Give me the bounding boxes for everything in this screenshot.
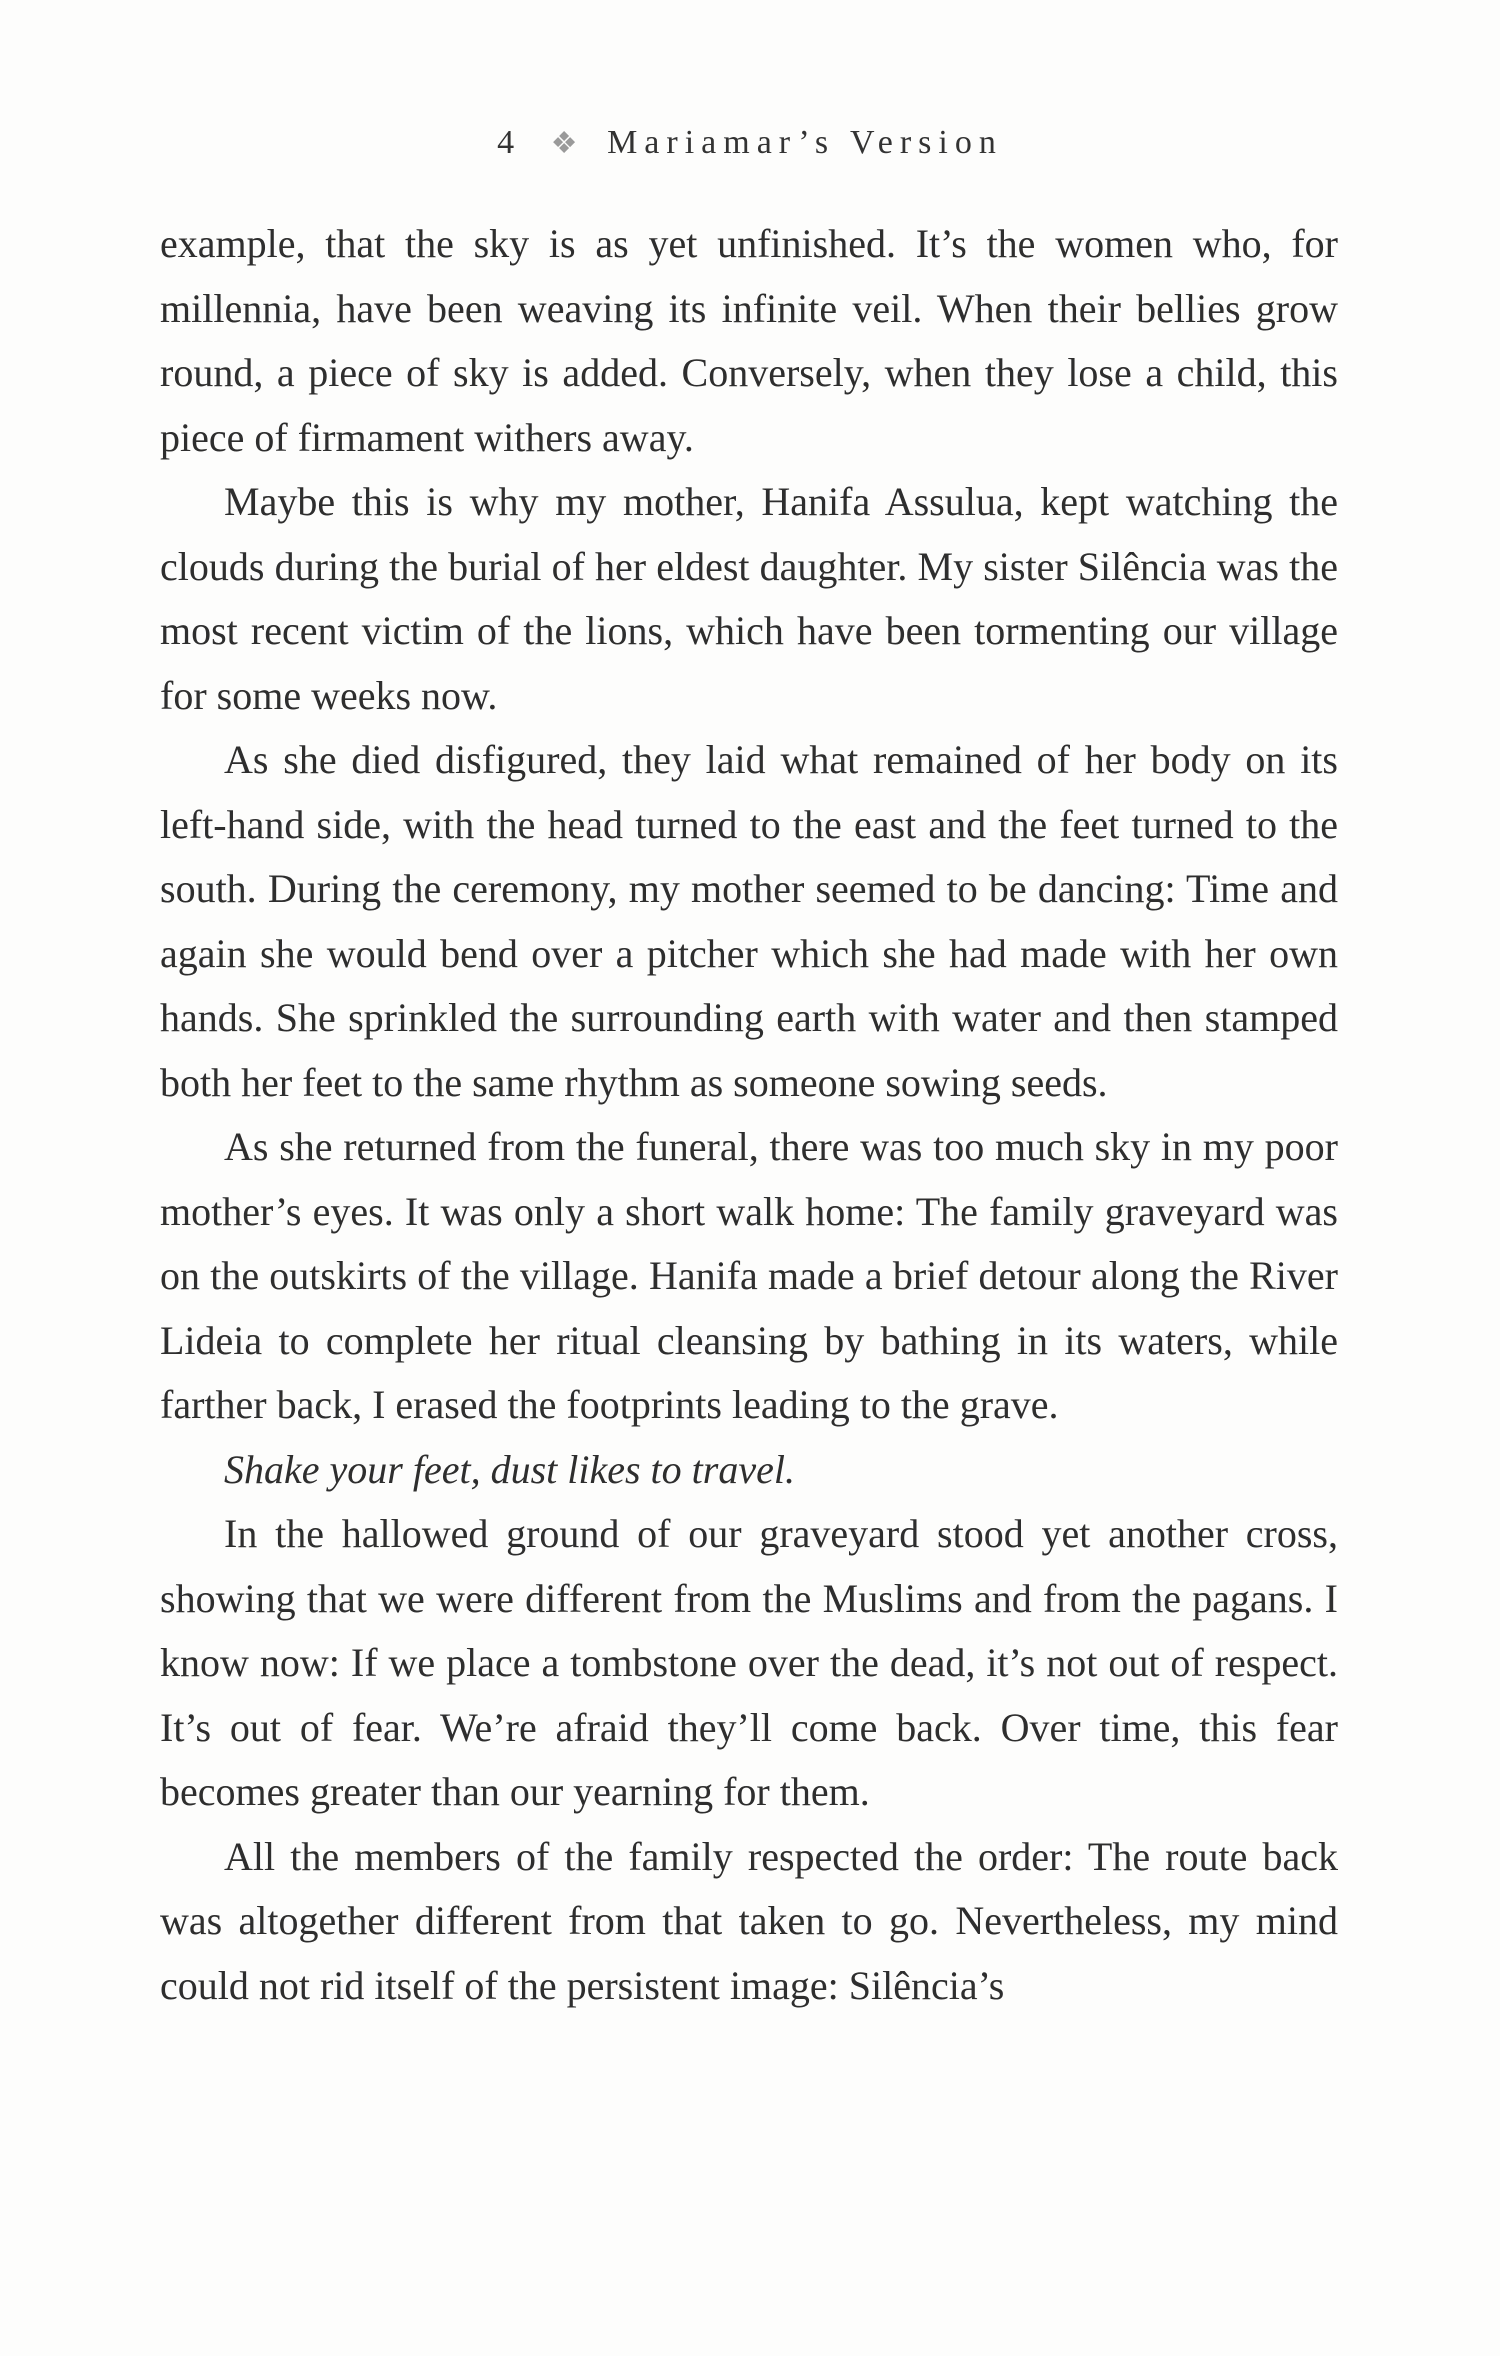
running-head (0, 124, 1500, 162)
paragraph-4: As she returned from the funeral, there was too much sky in my poor mother’s eyes. It was only a short walk home: The family graveyard was on the outskirts of the village. Hanifa made a brief detour along the River Lideia to complete her ritual cleansing by bathing in its waters, while farther back, I erased the footprints leading to the grave. (160, 1124, 1338, 1427)
paragraph-6: In the hallowed ground of our graveyard stood yet another cross, showing that we were different from the Muslims and from the pagans. I know now: If we place a tombstone over the dead, it’s not out of respect. It’s out of fear. We’re afraid they’ll come back. Over time, this fear becomes greater than our yearning for them. (160, 1511, 1338, 1814)
paragraph-1: example, that the sky is as yet unfinished. It’s the women who, for millennia, have been weaving its infinite veil. When their bellies grow round, a piece of sky is added. Conversely, when they lose a child, this piece of firmament withers away. (160, 221, 1338, 460)
paragraph-7: All the members of the family respected the order: The route back was altogether different from that taken to go. Nevertheless, my mind could not rid itself of the persistent image: Silência’s (160, 1833, 1338, 2008)
paragraph-2: Maybe this is why my mother, Hanifa Assulua, kept watching the clouds during the burial of her eldest daughter. My sister Silência was the most recent victim of the lions, which have been tormenting our village for some weeks now. (160, 479, 1338, 718)
page-number: 4 (497, 124, 522, 161)
ornament-icon: ❖ (550, 127, 578, 160)
running-head-title: Mariamar’s Version (607, 124, 1003, 161)
paragraph-3: As she died disfigured, they laid what remained of her body on its left-hand side, with the head turned to the east and the feet turned to the south. During the ceremony, my mother seemed to be dancing: Time and again she would bend over a pitcher which she had made with her own hands. She sprinkled the surrounding earth with water and then stamped both her feet to the same rhythm as someone sowing seeds. (160, 737, 1338, 1105)
italic-proverb: Shake your feet, dust likes to travel. (224, 1446, 795, 1492)
body-text (160, 212, 1338, 2018)
